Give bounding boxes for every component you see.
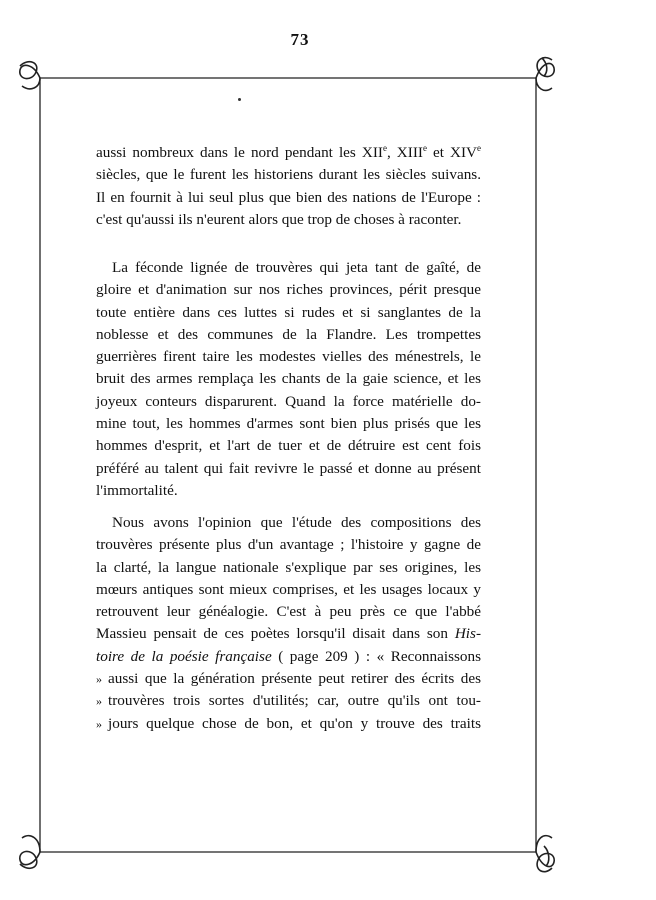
quote-mark: » <box>96 672 102 687</box>
text-line: retrouvent leur généalogie. C'est à peu près ce que l'abbé <box>96 603 481 621</box>
paragraph-1 <box>96 142 481 231</box>
text-line: Il en fournit à lui seul plus que bien des nations de l'Europe : <box>96 188 481 206</box>
text-line: toire de la poésie française ( page 209 ) : « Reconnaissons <box>96 647 481 665</box>
text-line: l'immortalité. <box>96 481 178 499</box>
corner-flourish-icon <box>536 836 554 872</box>
text-line: bruit des armes remplaça les chants de la gaie science, et les <box>96 370 481 388</box>
text-line: Massieu pensait de ces poètes lorsqu'il disait dans son His- <box>96 625 481 643</box>
quoted-line: » trouvères trois sortes d'utilités; car, outre qu'ils ont tou- <box>96 690 481 712</box>
corner-flourish-icon <box>536 58 554 91</box>
corner-flourish-icon <box>20 62 40 89</box>
corner-flourish-icon <box>20 836 40 869</box>
quoted-line: » jours quelque chose de bon, et qu'on y trouve des traits <box>96 713 481 735</box>
text-line: La féconde lignée de trouvères qui jeta tant de gaîté, de <box>112 259 481 276</box>
quote-mark: » <box>96 694 102 709</box>
text-line: c'est qu'aussi ils n'eurent alors que trop de choses à raconter. <box>96 210 462 228</box>
page-number: 73 <box>290 30 310 49</box>
print-speck <box>238 98 241 101</box>
quoted-line: » aussi que la génération présente peut retirer des écrits des <box>96 668 481 690</box>
text-line: toute entière dans ces luttes si rudes et si sanglantes de la <box>96 303 481 321</box>
text-line: noblesse et des communes de la Flandre. Les trompettes <box>96 325 481 343</box>
paragraph-2 <box>96 257 481 502</box>
quote-mark: » <box>96 716 102 731</box>
text-line: mine tout, les hommes d'armes sont bien plus prisés que les <box>96 415 481 433</box>
text-line: la clarté, la langue nationale s'explique par ses origines, les <box>96 558 481 576</box>
text-line: aussi nombreux dans le nord pendant les XIIe, XIIIe et XIVe <box>96 142 481 161</box>
text-line: guerrières firent taire les modestes vielles des ménestrels, le <box>96 348 481 366</box>
text-line: siècles, que le furent les historiens durant les siècles suivans. <box>96 166 481 184</box>
text-line: joyeux conteurs disparurent. Quand la force matérielle do- <box>96 392 481 410</box>
text-line: Nous avons l'opinion que l'étude des compositions des <box>112 514 481 531</box>
text-line: préféré au talent qui fait revivre le passé et donne au présent <box>96 459 481 477</box>
text-line: trouvères présente plus d'un avantage ; l'histoire y gagne de <box>96 536 481 554</box>
text-line: mœurs antiques sont mieux comprises, et les usages locaux y <box>96 580 481 598</box>
paragraph-3 <box>96 512 481 735</box>
text-line: hommes d'esprit, et l'art de tuer et de détruire est cent fois <box>96 437 481 455</box>
text-line: gloire et d'animation sur nos riches provinces, périt presque <box>96 281 481 299</box>
